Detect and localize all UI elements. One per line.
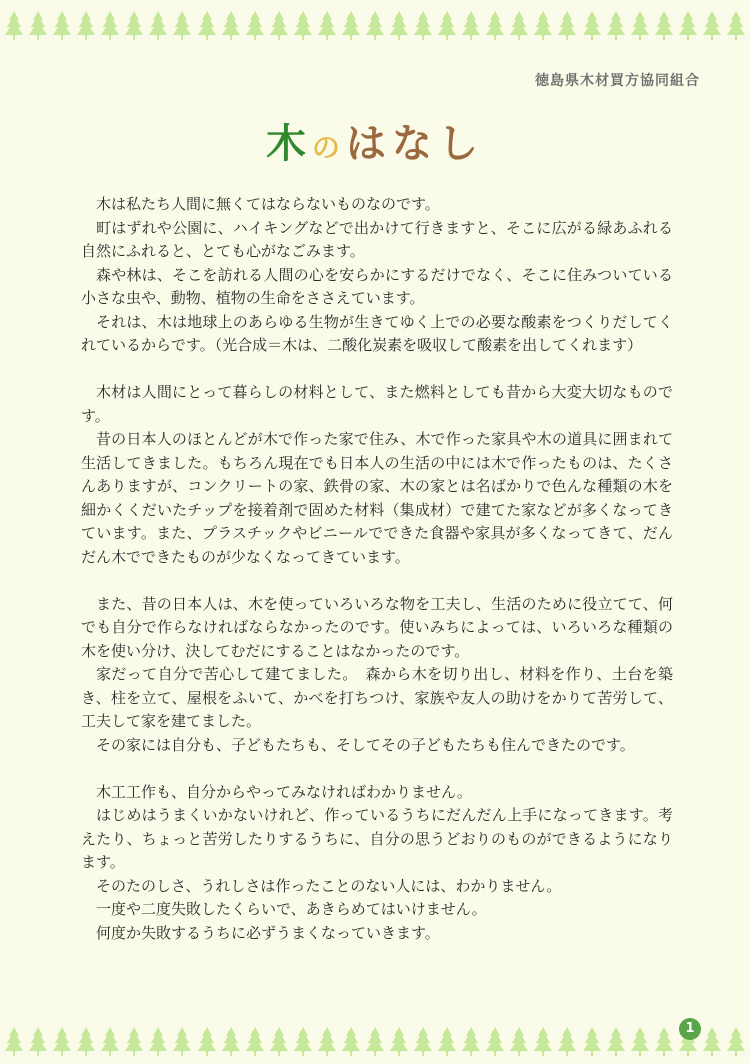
tree-icon [269,1026,289,1056]
paragraph: 一度や二度失敗したくらいで、あきらめてはいけません。 [96,900,487,918]
tree-icon [630,1026,650,1056]
article-body [81,193,673,945]
tree-icon [533,10,553,40]
tree-icon [437,1026,457,1056]
tree-icon [654,10,674,40]
tree-icon [557,1026,577,1056]
title-hanashi: はなし [346,121,484,167]
tree-icon [389,10,409,40]
tree-icon [654,1026,674,1056]
tree-icon [317,10,337,40]
tree-icon [485,10,505,40]
tree-icon [341,1026,361,1056]
tree-icon [413,10,433,40]
tree-icon [4,1026,24,1056]
tree-icon [100,10,120,40]
top-tree-border [0,6,750,40]
paragraph: 木工工作も、自分からやってみなければわかりません。 [96,782,472,801]
tree-icon [485,1026,505,1056]
page-title [0,112,750,169]
tree-icon [582,10,602,40]
paragraph: 森や林は、そこを訪れる人間の心を安らかにするだけでなく、そこに住みついている小さな虫や、動物、植物の生命をささえています。 [81,265,673,307]
tree-icon [678,10,698,40]
title-ki: 木 [265,121,312,167]
tree-icon [293,1026,313,1056]
paragraph-gap [81,358,673,382]
tree-icon [293,10,313,40]
tree-icon [702,1026,722,1056]
organization-name: 徳島県木材買方協同組合 [535,73,700,89]
tree-icon [52,10,72,40]
paragraph: 昔の日本人のほとんどが木で作った家で住み、木で作った家具や木の道具に囲まれて生活してきました。もちろん現在でも日本人の生活の中には木で作ったものは、たくさんありますが、コンクリートの家、鉄骨の家、木の家とは名ばかりで色んな種類の木を細かくくだいたチップを接着剤で固めた材料（集成材）で建てた家などが多くなってきています。また、プラスチックやビニールでできた食器や家具が多くなってきて、だんだん木でできたものが少なくなってきています。 [81,430,673,566]
paragraph: それは、木は地球上のあらゆる生物が生きてゆく上での必要な酸素をつくりだしてくれているからです。（光合成＝木は、二酸化炭素を吸収して酸素を出してくれます） [81,312,673,354]
tree-icon [269,10,289,40]
paragraph: また、昔の日本人は、木を使っていろいろな物を工夫し、生活のために役立てて、何でも自分で作らなければならなかったのです。使いみちによっては、いろいろな種類の木を使い分け、決してむだにすることはなかったのです。 [81,594,673,660]
tree-icon [557,10,577,40]
tree-icon [172,10,192,40]
bottom-tree-border [0,1022,750,1056]
tree-icon [389,1026,409,1056]
paragraph: はじめはうまくいかないけれど、作っているうちにだんだん上手になってきます。考えたり、ちょっと苦労したりするうちに、自分の思うどおりのものができるようになります。 [81,806,673,871]
paragraph-gap [81,757,673,781]
tree-icon [413,1026,433,1056]
paragraph: 何度か失敗するうちに必ずうまくなっていきます。 [96,923,440,942]
tree-icon [726,1026,746,1056]
tree-icon [461,10,481,40]
tree-icon [245,1026,265,1056]
tree-icon [365,1026,385,1056]
tree-icon [197,1026,217,1056]
tree-icon [124,10,144,40]
tree-icon [221,1026,241,1056]
tree-icon [509,1026,529,1056]
tree-icon [245,10,265,40]
tree-icon [148,1026,168,1056]
paragraph: 家だって自分で苦心して建てました。 森から木を切り出し、材料を作り、土台を築き、柱を立て、屋根をふいて、かべを打ちつけ、家族や友人の助けをかりて苦労して、工夫して家を建てました。 [81,665,673,730]
paragraph: その家には自分も、子どもたちも、そしてその子どもたちも住んできたのです。 [96,735,635,754]
tree-icon [533,1026,553,1056]
tree-icon [509,10,529,40]
tree-icon [630,10,650,40]
tree-icon [365,10,385,40]
tree-icon [606,1026,626,1056]
paragraph: 木は私たち人間に無くてはならないものなのです。 [96,195,440,213]
tree-icon [341,10,361,40]
tree-icon [100,1026,120,1056]
tree-icon [197,10,217,40]
tree-icon [148,10,168,40]
tree-icon [76,1026,96,1056]
tree-icon [28,1026,48,1056]
tree-icon [52,1026,72,1056]
tree-icon [4,10,24,40]
page-number-badge: 1 [679,1018,701,1040]
tree-icon [28,10,48,40]
tree-icon [172,1026,192,1056]
tree-icon [726,10,746,40]
tree-icon [461,1026,481,1056]
tree-icon [702,10,722,40]
paragraph: 町はずれや公園に、ハイキングなどで出かけて行きますと、そこに広がる緑あふれる自然にふれると、とても心がなごみます。 [81,218,673,260]
tree-icon [124,1026,144,1056]
paragraph: そのたのしさ、うれしさは作ったことのない人には、わかりません。 [96,876,562,895]
paragraph-gap [81,569,673,593]
tree-icon [221,10,241,40]
tree-icon [76,10,96,40]
paragraph: 木材は人間にとって暮らしの材料として、また燃料としても昔から大変大切なものです。 [81,383,673,425]
tree-icon [437,10,457,40]
tree-icon [582,1026,602,1056]
tree-icon [606,10,626,40]
tree-icon [317,1026,337,1056]
title-no: の [311,131,346,164]
